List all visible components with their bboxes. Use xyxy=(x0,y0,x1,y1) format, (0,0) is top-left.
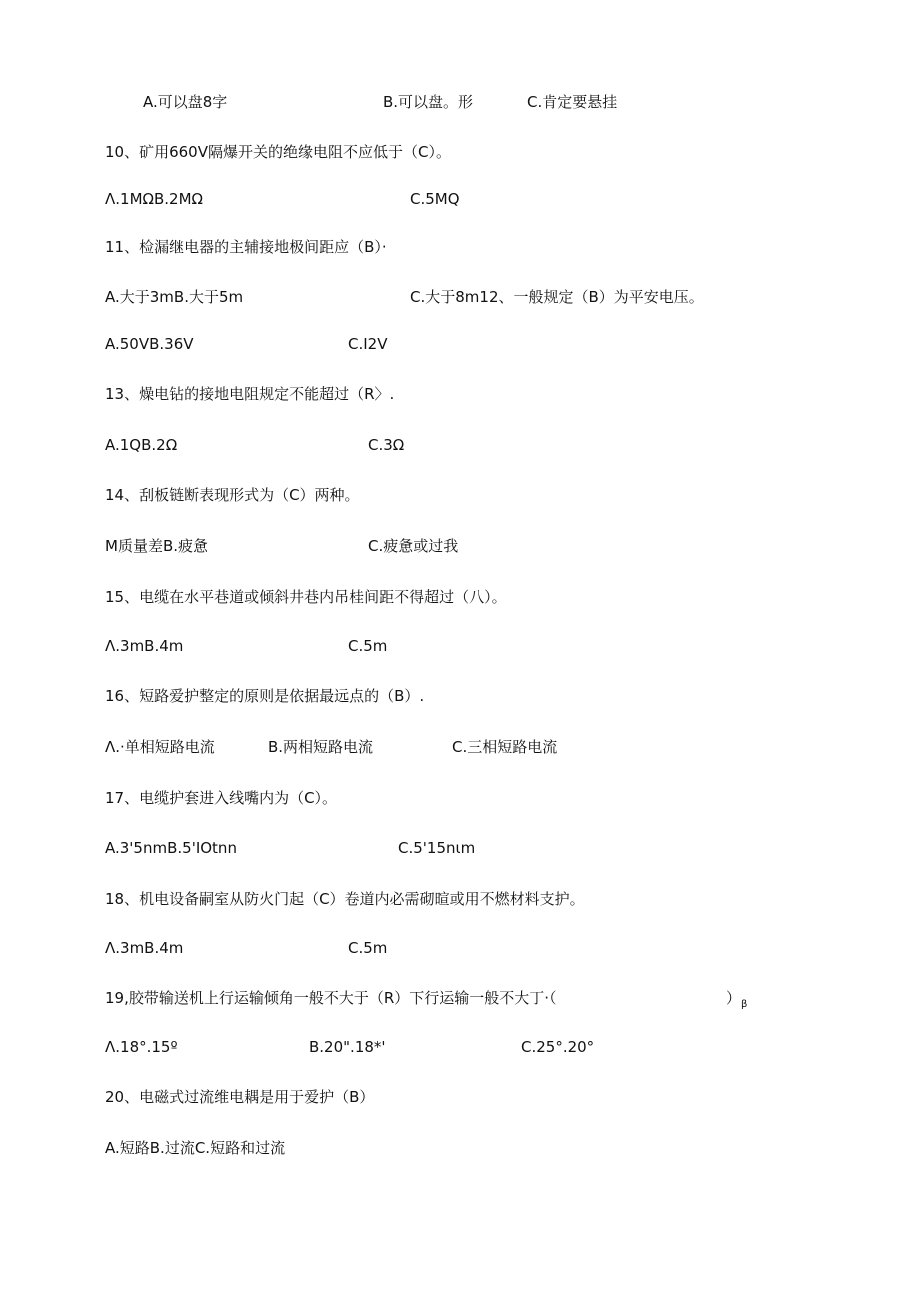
question-16: 16、短路爱护整定的原则是依据最远点的（B）. xyxy=(105,687,425,705)
answer-17-a: A.3'5nmB.5'IOtnn xyxy=(105,839,237,857)
answer-16-c: C.三相短路电流 xyxy=(452,738,558,756)
answer-13-c: C.3Ω xyxy=(368,436,405,454)
question-13: 13、燥电钻的接地电阻规定不能超过（R〉. xyxy=(105,385,395,403)
answer-18-c: C.5m xyxy=(348,939,388,957)
answer-19-b: B.20".18*' xyxy=(309,1038,386,1056)
question-19-close xyxy=(726,988,747,1015)
question-14: 14、刮板链断表现形式为（C）两种。 xyxy=(105,486,360,504)
question-18: 18、机电设备嗣室从防火门起（C）卷道内必需砌暄或用不燃材料支护。 xyxy=(105,890,585,908)
answer-15-a: Λ.3mB.4m xyxy=(105,637,184,655)
answer-12-c: C.I2V xyxy=(348,335,388,353)
answer-12-a: A.50VB.36V xyxy=(105,335,194,353)
answer-15-c: C.5m xyxy=(348,637,388,655)
option-line-9-c: C.肯定要悬挂 xyxy=(527,93,618,111)
question-15: 15、电缆在水平巷道或倾斜井巷内吊桂间距不得超过（八）。 xyxy=(105,588,507,606)
answer-10-c: C.5MQ xyxy=(410,190,460,208)
answer-19-a: Λ.18°.15º xyxy=(105,1038,178,1056)
answer-16-a: Λ.·单相短路电流 xyxy=(105,738,215,756)
answer-18-a: Λ.3mB.4m xyxy=(105,939,184,957)
option-line-9-b: B.可以盘。形 xyxy=(383,93,474,111)
answer-10-a: Λ.1MΩB.2MΩ xyxy=(105,190,203,208)
answer-20-a: A.短路B.过流C.短路和过流 xyxy=(105,1139,286,1157)
answer-14-c: C.疲惫或过我 xyxy=(368,537,459,555)
option-line-9-a: A.可以盘8字 xyxy=(143,93,228,111)
answer-19-c: C.25°.20° xyxy=(521,1038,595,1056)
question-10: 10、矿用660V隔爆开关的绝缘电阻不应低于（C）。 xyxy=(105,143,451,161)
answer-13-a: A.1QB.2Ω xyxy=(105,436,178,454)
question-19-tail: β xyxy=(741,999,748,1010)
question-20: 20、电磁式过流维电耦是用于爱护（B） xyxy=(105,1088,375,1106)
answer-17-c: C.5'15nιm xyxy=(398,839,476,857)
answer-16-b: B.两相短路电流 xyxy=(268,738,374,756)
question-19: 19,胶带输送机上行运输倾角一般不大于（R）下行运输一般不大丁·（ xyxy=(105,989,557,1007)
answer-14-a: M质量差B.疲惫 xyxy=(105,537,209,555)
answer-11-c: C.大于8m12、一般规定（B）为平安电压。 xyxy=(410,288,704,306)
question-19-close-paren: ） xyxy=(726,989,742,1007)
question-17: 17、电缆护套进入线嘴内为（C）。 xyxy=(105,789,338,807)
question-11: 11、检漏继电器的主辅接地极间距应（B）· xyxy=(105,238,387,256)
answer-11-a: A.大于3mB.大于5m xyxy=(105,288,244,306)
